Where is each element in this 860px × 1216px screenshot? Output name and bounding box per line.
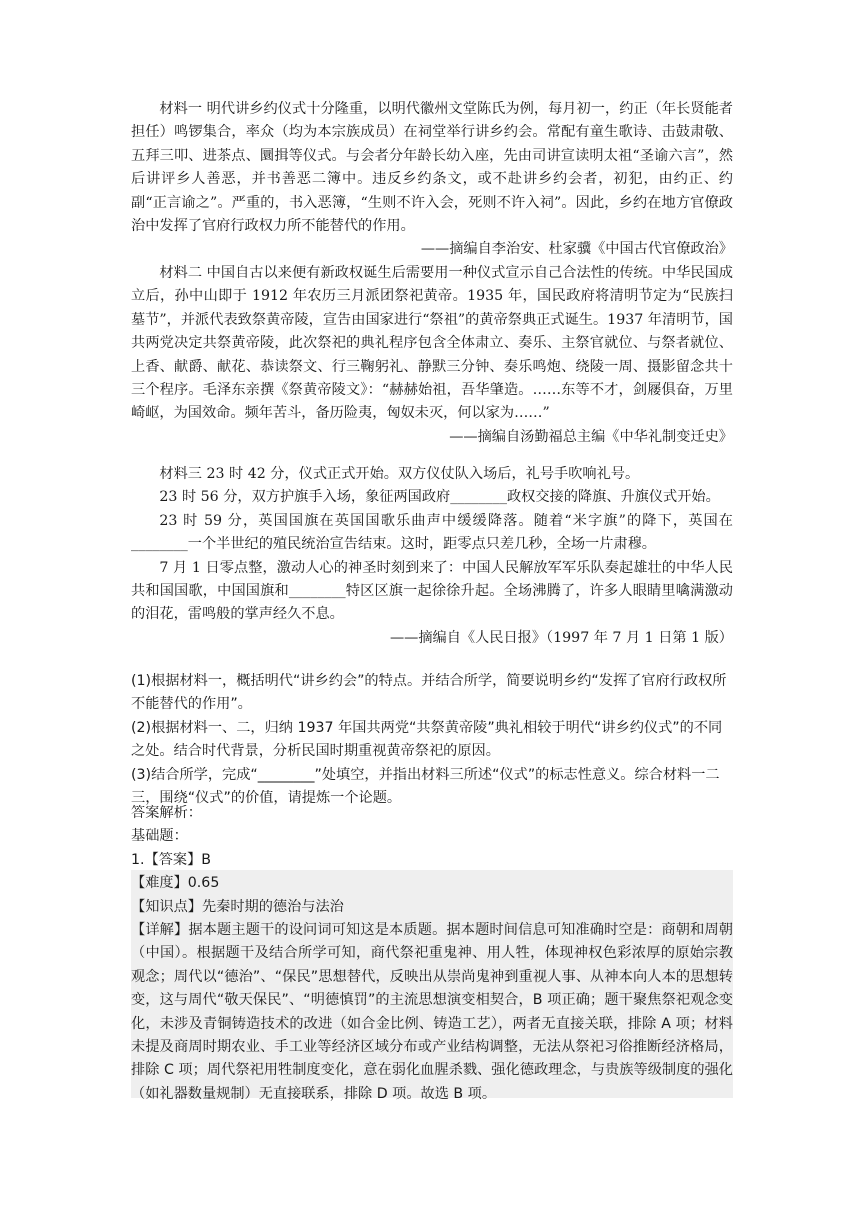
material-two-text: 材料二 中国自古以来便有新政权诞生后需要用一种仪式宣示自己合法性的传统。中华民国成立后，孙中山即于 1912 年农历三月派团祭祀黄帝。1935 年，国民政府将清明节定为“民族扫墓节”，并派代表致祭黄帝陵，宣告由国家进行“祭祖”的黄帝祭典正式诞生。1937 年清明节，国共两党决定共祭黄帝陵，此次祭祀的典礼程序包含全体肃立、奏乐、主祭官就位、与祭者就位、上香、献爵、献花、恭读祭文、行三鞠躬礼、静默三分钟、奏乐鸣炮、绕陵一周、摄影留念共十三个程序。毛泽东亲撰《祭黄帝陵文》：“赫赫始祖，吾华肇造。……东等不才，剑屦俱奋，万里崎岖，为国效命。频年苦斗，备历险夷，匈奴未灭，何以家为……” xyxy=(131,265,733,422)
material-two-source: ——摘编自汤勤福总主编《中华礼制变迁史》 xyxy=(449,428,733,445)
material-three-p3: 23 时 59 分，英国国旗在英国国歌乐曲声中缓缓降落。随着“米字旗”的降下，英国在________一个半世纪的殖民统治宣告结束。这时，距零点只差几秒，全场一片肃穆。 xyxy=(131,512,733,553)
answer-difficulty: 【难度】0.65 xyxy=(131,875,220,892)
material-three-p1: 材料三 23 时 42 分，仪式正式开始。双方仪仗队入场后，礼号手吹响礼号。 xyxy=(159,466,640,482)
answer-detail: 【详解】据本题主题干的设问词可知这是本质题。据本题时间信息可知准确时空是：商朝和周朝（中国）。根据题干及结合所学可知，商代祭祀重鬼神、用人牲，体现神权色彩浓厚的原始宗教观念；周代以“德治”、“保民”思想替代，反映出从崇尚鬼神到重视人事、从神本向人本的思想转变，这与周代“敬天保民”、“明德慎罚”的主流思想演变相契合，B 项正确；题干聚焦祭祀观念变化，未涉及青铜铸造技术的改进（如合金比例、铸造工艺），两者无直接关联，排除 A 项；材料未提及商周时期农业、手工业等经济区域分布或产业结构调整，无法从祭祀习俗推断经济格局，排除 C 项；周代祭祀用牲制度变化，意在弱化血腥杀戮、强化德政理念，与贵族等级制度的强化（如礼器数量规制）无直接联系，排除 D 项。故选 B 项。 xyxy=(131,922,733,1102)
material-three xyxy=(131,463,733,650)
material-three-p2: 23 时 56 分，双方护旗手入场，象征两国政府________政权交接的降旗、升旗仪式开始。 xyxy=(159,489,720,506)
answer-item: 1.【答案】B xyxy=(131,851,212,868)
material-one xyxy=(131,98,733,262)
material-one-source: ——摘编自李治安、杜家骥《中国古代官僚政治》 xyxy=(420,241,733,258)
questions xyxy=(131,670,733,810)
answer-heading: 答案解析： xyxy=(131,805,202,821)
answer-section xyxy=(131,802,733,1106)
material-three-p4: 7 月 1 日零点整，激动人心的神圣时刻到来了：中国人民解放军军乐队奏起雄壮的中华人民共和国国歌，中国国旗和________特区区旗一起徐徐升起。全场沸腾了，许多人眼睛里噙满激动的泪花，雷鸣般的掌声经久不息。 xyxy=(131,559,733,623)
question-2: (2)根据材料一、二，归纳 1937 年国共两党“共祭黄帝陵”典礼相较于明代“讲乡约仪式”的不同之处。结合时代背景，分析民国时期重视黄帝祭祀的原因。 xyxy=(131,719,723,760)
answer-knowledge: 【知识点】先秦时期的德治与法治 xyxy=(131,898,344,915)
question-1: (1)根据材料一，概括明代“讲乡约会”的特点。并结合所学，简要说明乡约“发挥了官府行政权所不能替代的作用”。 xyxy=(131,673,727,713)
question-3: (3)结合所学，完成“________”处填空，并指出材料三所述“仪式”的标志性意义。综合材料一二三，围绕“仪式”的价值，请提炼一个论题。 xyxy=(131,766,720,807)
material-two xyxy=(131,262,733,449)
material-one-text: 材料一 明代讲乡约仪式十分隆重，以明代徽州文堂陈氏为例，每月初一，约正（年长贤能者担任）鸣锣集合，率众（均为本宗族成员）在祠堂举行讲乡约会。常配有童生歌诗、击鼓肃敬、五拜三叩、进茶点、圜揖等仪式。与会者分年龄长幼入座，先由司讲宣读明太祖“圣谕六言”，然后讲评乡人善恶，并书善恶二簿中。违反乡约条文，或不赴讲乡约会者，初犯，由约正、约副“正言谕之”。严重的，书入恶簿，“生则不许入会，死则不许入祠”。因此，乡约在地方官僚政治中发挥了官府行政权力所不能替代的作用。 xyxy=(131,101,733,235)
material-three-source: ——摘编自《人民日报》（1997 年 7 月 1 日第 1 版） xyxy=(389,629,733,646)
answer-section-label: 基础题： xyxy=(131,828,188,845)
